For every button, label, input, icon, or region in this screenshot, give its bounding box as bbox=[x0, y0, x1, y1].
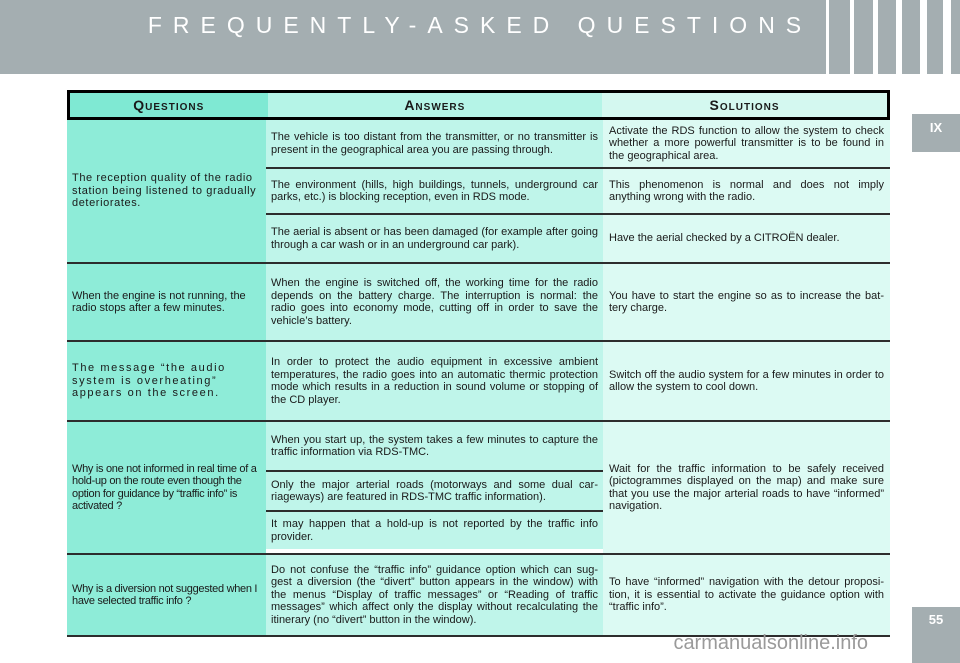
question-cell bbox=[67, 422, 266, 553]
answer-cell: Do not confuse the “traffic info” guidance option which can sug-gest a diversion (the “divert” button appears in the window) with the menus “Display of traffic messages” or “Reading of traffic messages” which affect only the display without recalculating the itinerary (no “divert” button in the window). bbox=[266, 555, 603, 635]
solution-cell: This phenomenon is normal and does not imply anything wrong with the radio. bbox=[603, 169, 890, 213]
answer-solution-block bbox=[266, 120, 890, 262]
table-row bbox=[266, 167, 890, 213]
table-row bbox=[266, 120, 890, 167]
answer-cell: When you start up, the system takes a few minutes to capture the traffic information via RDS-TMC. bbox=[266, 422, 603, 470]
header-stripe bbox=[826, 0, 829, 74]
watermark: carmanualsonline.info bbox=[673, 632, 868, 654]
page-title: FREQUENTLY-ASKED QUESTIONS bbox=[147, 12, 813, 38]
column-header-solutions: Solutions bbox=[602, 93, 887, 117]
question-text: Why is one not informed in real time of a hold-up on the route even though the option for guidance by “traffic info” is activated ? bbox=[72, 462, 257, 512]
page-number: 55 bbox=[912, 607, 960, 663]
answer-list bbox=[266, 422, 603, 553]
question-cell bbox=[67, 342, 266, 420]
faq-group bbox=[67, 555, 890, 637]
question-cell bbox=[67, 555, 266, 635]
question-cell: When the engine is not running, the radio stops after a few minutes. bbox=[67, 264, 266, 340]
solution-cell: You have to start the engine so as to increase the bat-tery charge. bbox=[603, 264, 890, 340]
faq-group bbox=[67, 264, 890, 342]
table-row bbox=[266, 555, 890, 635]
solution-cell: Activate the RDS function to allow the system to check whether a more powerful transmitter is to be found in the geographical area. bbox=[603, 120, 890, 167]
answer-cell: In order to protect the audio equipment in excessive ambient temperatures, the radio goes into an automatic thermic protection mode which results in a reduction in sound volume or stopping of the CD player. bbox=[266, 342, 603, 420]
header-stripe bbox=[850, 0, 854, 74]
header-stripe bbox=[873, 0, 878, 74]
answer-cell: The environment (hills, high buildings, tunnels, underground car parks, etc.) is blocking reception, even in RDS mode. bbox=[266, 169, 603, 213]
question-text: The reception quality of the radio station being listened to gradually deteriorates. bbox=[72, 172, 257, 210]
table-row bbox=[266, 213, 890, 262]
column-header-answers: Answers bbox=[268, 93, 603, 117]
question-text: Why is a diversion not suggested when I have selected traffic info ? bbox=[72, 582, 258, 607]
chapter-tab: IX bbox=[912, 114, 960, 152]
page-header bbox=[0, 0, 960, 74]
header-stripe bbox=[943, 0, 951, 74]
question-text: The message “the audio system is overheating” appears on the screen. bbox=[72, 362, 226, 400]
answer-cell: The aerial is absent or has been damaged (for example after going through a car wash or in an underground car park). bbox=[266, 215, 603, 262]
table-header bbox=[67, 90, 890, 120]
solution-cell: Switch off the audio system for a few minutes in order to allow the system to cool down. bbox=[603, 342, 890, 420]
table-row bbox=[266, 342, 890, 420]
answer-solution-block bbox=[266, 422, 890, 553]
solution-cell: Have the aerial checked by a CITROËN dealer. bbox=[603, 215, 890, 262]
column-header-questions: Questions bbox=[70, 93, 268, 117]
solution-cell: To have “informed” navigation with the detour proposi-tion, it is essential to activate the guidance option with “traffic info”. bbox=[603, 555, 890, 635]
faq-group bbox=[67, 120, 890, 264]
header-stripe bbox=[920, 0, 927, 74]
faq-table bbox=[67, 90, 890, 637]
answer-cell: It may happen that a hold-up is not reported by the traffic info provider. bbox=[266, 510, 603, 549]
faq-group bbox=[67, 342, 890, 422]
header-stripe bbox=[896, 0, 902, 74]
faq-group bbox=[67, 422, 890, 555]
solution-cell: Wait for the traffic information to be safely received (pictogrammes displayed on the map) and make sure that you use the major arterial roads to have “informed” navigation. bbox=[603, 422, 890, 553]
question-cell bbox=[67, 120, 266, 262]
answer-cell: Only the major arterial roads (motorways and some dual car-riageways) are featured in RDS-TMC traffic information). bbox=[266, 470, 603, 510]
answer-cell: The vehicle is too distant from the transmitter, or no transmitter is present in the geographical area you are passing through. bbox=[266, 120, 603, 167]
answer-cell: When the engine is switched off, the working time for the radio depends on the battery charge. The interruption is normal: the radio goes into economy mode, cutting off in order to save the vehicle’s battery. bbox=[266, 264, 603, 340]
table-row bbox=[266, 264, 890, 340]
